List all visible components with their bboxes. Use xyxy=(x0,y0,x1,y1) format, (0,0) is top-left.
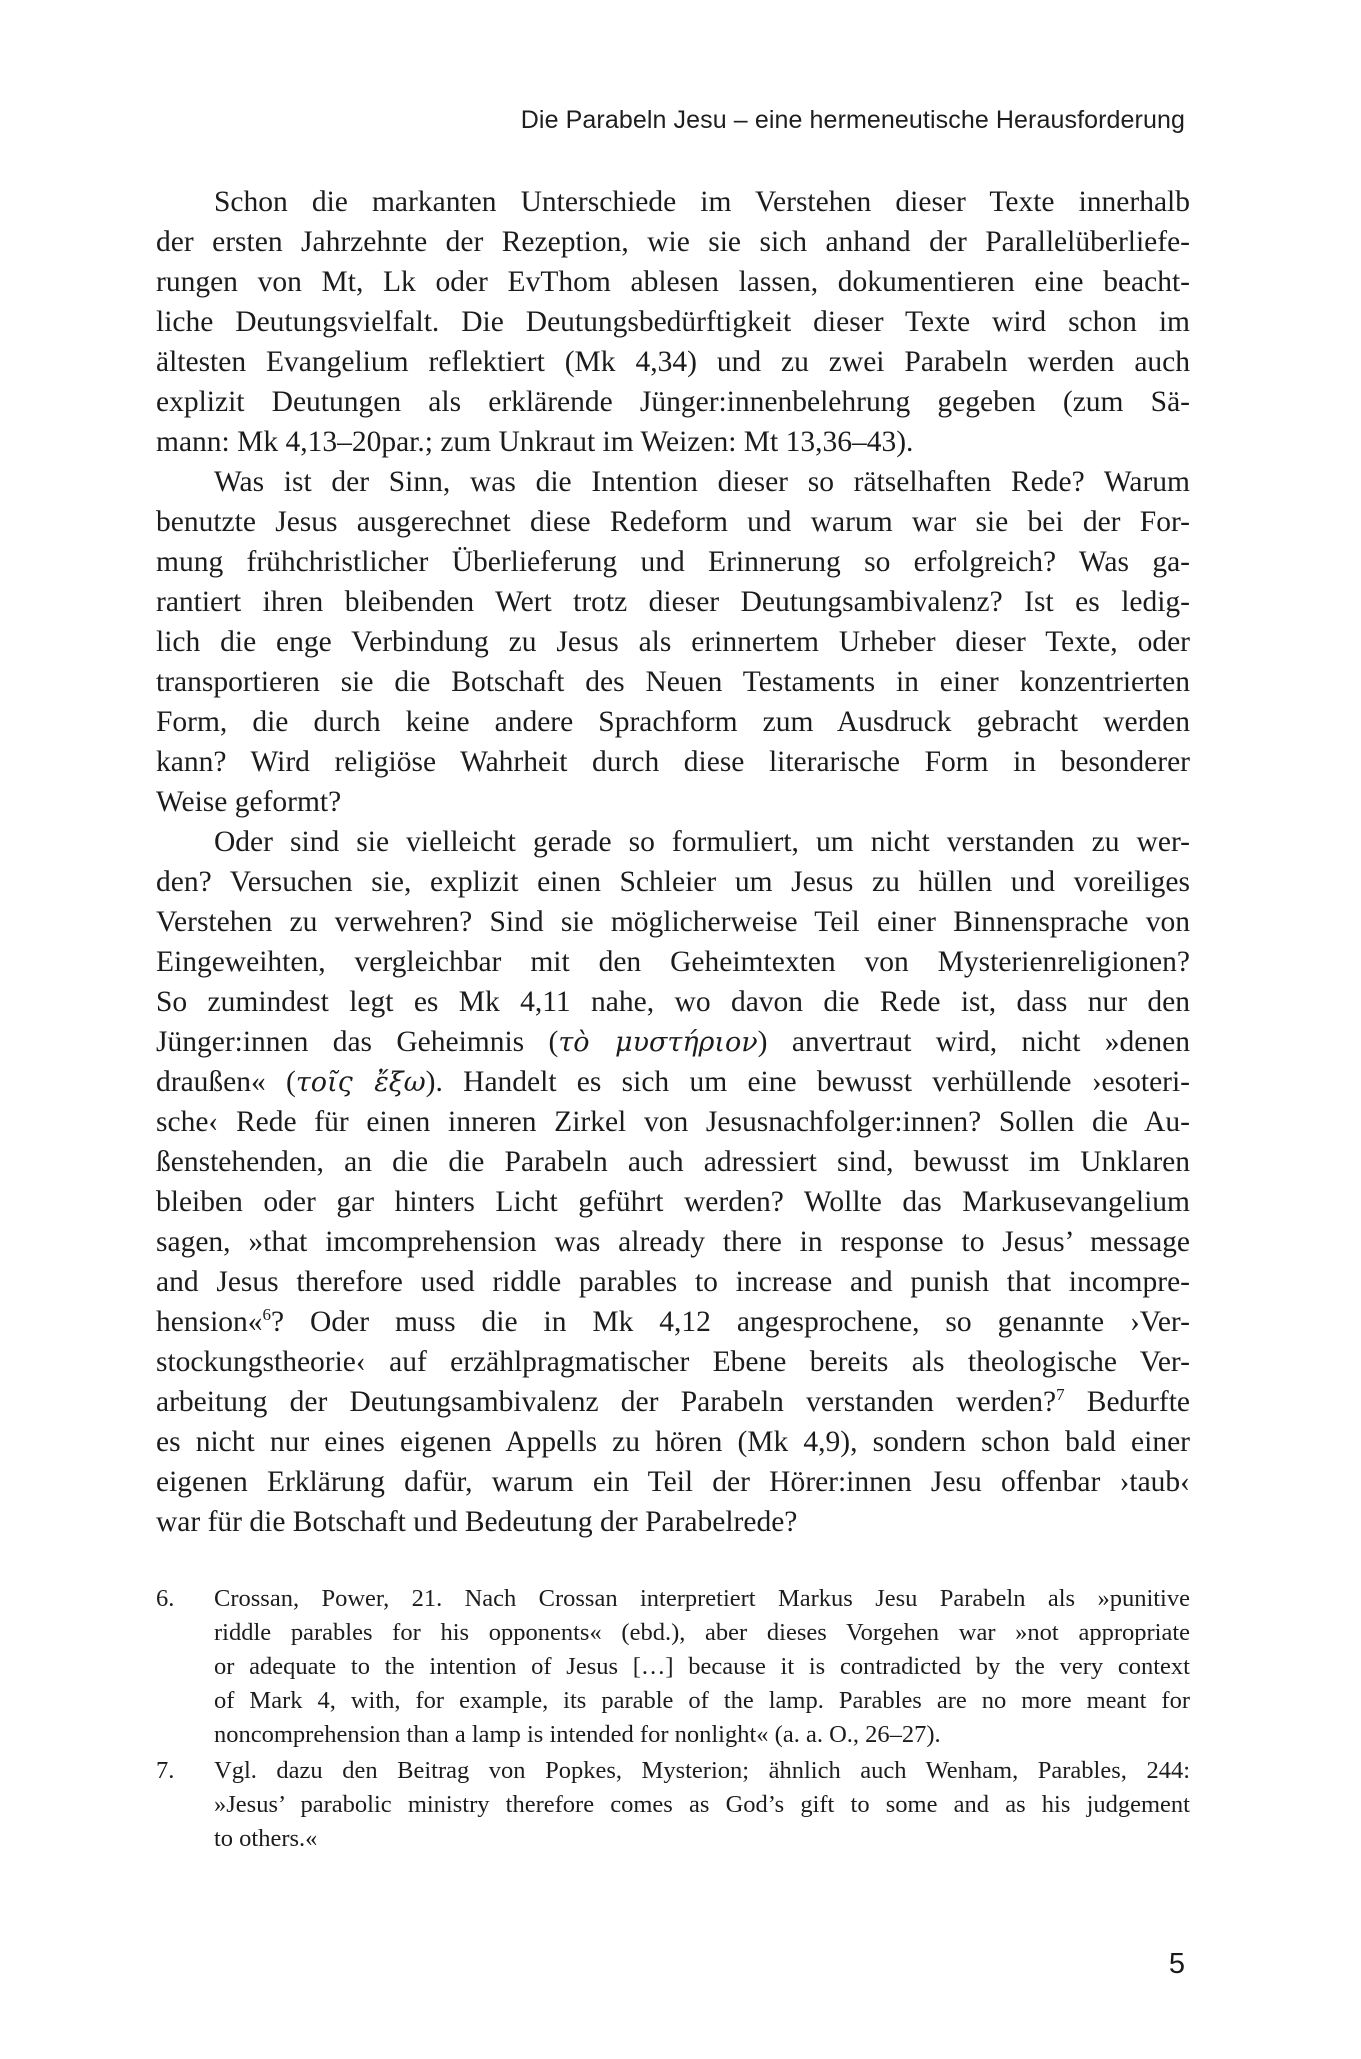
text-line: sche‹ Rede für einen inneren Zirkel von Jesusnachfolger:innen? Sollen die Au- xyxy=(156,1106,1190,1138)
text-line: transportieren sie die Botschaft des Neuen Testaments in einer konzentrierten xyxy=(156,666,1190,698)
page-number: 5 xyxy=(1168,1948,1185,1980)
text-line: liche Deutungsvielfalt. Die Deutungsbedürftigkeit dieser Texte wird schon im xyxy=(156,306,1190,338)
body-text xyxy=(156,182,1190,1542)
text-line: So zumindest legt es Mk 4,11 nahe, wo davon die Rede ist, dass nur den xyxy=(156,986,1190,1018)
text-line: Verstehen zu verwehren? Sind sie möglicherweise Teil einer Binnensprache von xyxy=(156,906,1190,938)
text-line: stockungstheorie‹ auf erzählpragmatischer Ebene bereits als theologische Ver- xyxy=(156,1346,1190,1378)
text-line xyxy=(156,1382,1190,1422)
footnote-line: Crossan, Power, 21. Nach Crossan interpretiert Markus Jesu Parabeln als »punitive xyxy=(214,1585,1190,1612)
text-line: rantiert ihren bleibenden Wert trotz dieser Deutungsambivalenz? Ist es ledig- xyxy=(156,586,1190,618)
text-line: Oder sind sie vielleicht gerade so formuliert, um nicht verstanden zu wer- xyxy=(214,826,1190,858)
text-line: Schon die markanten Unterschiede im Verstehen dieser Texte innerhalb xyxy=(214,186,1190,218)
paragraph-2 xyxy=(156,462,1190,822)
text-line xyxy=(156,1302,1190,1342)
text-line: and Jesus therefore used riddle parables to increase and punish that incompre- xyxy=(156,1266,1190,1298)
text-line: lich die enge Verbindung zu Jesus als erinnertem Urheber dieser Texte, oder xyxy=(156,626,1190,658)
text-line: eigenen Erklärung dafür, warum ein Teil der Hörer:innen Jesu offenbar ›taub‹ xyxy=(156,1466,1190,1498)
footnote-number: 7. xyxy=(156,1757,175,1784)
text-line: war für die Botschaft und Bedeutung der Parabelrede? xyxy=(156,1506,798,1538)
text-line: mann: Mk 4,13–20par.; zum Unkraut im Weizen: Mt 13,36–43). xyxy=(156,426,914,458)
text-line: ältesten Evangelium reflektiert (Mk 4,34) und zu zwei Parabeln werden auch xyxy=(156,346,1190,378)
text-line: ßenstehenden, an die die Parabeln auch adressiert sind, bewusst im Unklaren xyxy=(156,1146,1190,1178)
footnote-line: Vgl. dazu den Beitrag von Popkes, Mysterion; ähnlich auch Wenham, Parables, 244: xyxy=(214,1757,1190,1784)
text-run: draußen« ( xyxy=(156,1066,296,1098)
footnote-6 xyxy=(156,1582,1190,1752)
text-line: benutzte Jesus ausgerechnet diese Redeform und warum war sie bei der For- xyxy=(156,506,1190,538)
footnote-line: riddle parables for his opponents« (ebd.), aber dieses Vorgehen war »not appropriate xyxy=(214,1619,1190,1646)
text-run: ? Oder muss die in Mk 4,12 angesprochene, so genannte ›Ver- xyxy=(271,1306,1190,1338)
text-line: sagen, »that imcomprehension was already there in response to Jesus’ message xyxy=(156,1226,1190,1258)
text-line: den? Versuchen sie, explizit einen Schleier um Jesus zu hüllen und voreiliges xyxy=(156,866,1190,898)
running-head: Die Parabeln Jesu – eine hermeneutische Herausforderung xyxy=(520,106,1185,134)
text-line: Was ist der Sinn, was die Intention dieser so rätselhaften Rede? Warum xyxy=(214,466,1190,498)
text-run: arbeitung der Deutungsambivalenz der Parabeln verstanden werden? xyxy=(156,1386,1057,1418)
greek-text: τοῖς ἔξω xyxy=(295,1067,426,1098)
text-line: Weise geformt? xyxy=(156,786,342,818)
footnote-number: 6. xyxy=(156,1585,175,1612)
greek-text: τὸ μυστήριον xyxy=(558,1027,758,1058)
paragraph-3 xyxy=(156,822,1190,1542)
footnotes xyxy=(156,1582,1190,1858)
text-run: ). Handelt es sich um eine bewusst verhüllende ›esoteri- xyxy=(425,1066,1191,1098)
footnote-line: or adequate to the intention of Jesus […] because it is contradicted by the very context xyxy=(214,1653,1190,1680)
text-run: ) anvertraut wird, nicht »denen xyxy=(757,1026,1190,1058)
text-line: mung frühchristlicher Überlieferung und Erinnerung so erfolgreich? Was ga- xyxy=(156,546,1190,578)
text-run: Jünger:innen das Geheimnis ( xyxy=(156,1026,559,1058)
text-run: hension« xyxy=(156,1306,263,1338)
text-run: Bedurfte xyxy=(1064,1386,1190,1418)
footnote-line: to others.« xyxy=(214,1825,318,1852)
footnote-7 xyxy=(156,1754,1190,1856)
footnote-line: »Jesus’ parabolic ministry therefore comes as God’s gift to some and as his judgement xyxy=(214,1791,1190,1818)
footnote-ref-6[interactable]: 6 xyxy=(262,1305,272,1325)
text-line: Form, die durch keine andere Sprachform zum Ausdruck gebracht werden xyxy=(156,706,1190,738)
footnote-ref-7[interactable]: 7 xyxy=(1056,1385,1065,1405)
text-line: es nicht nur eines eigenen Appells zu hören (Mk 4,9), sondern schon bald einer xyxy=(156,1426,1190,1458)
footnote-line: noncomprehension than a lamp is intended for nonlight« (a. a. O., 26–27). xyxy=(214,1721,941,1748)
text-line: bleiben oder gar hinters Licht geführt werden? Wollte das Markusevangelium xyxy=(156,1186,1190,1218)
text-line: rungen von Mt, Lk oder EvThom ablesen lassen, dokumentieren eine beacht- xyxy=(156,266,1190,298)
footnote-line: of Mark 4, with, for example, its parable of the lamp. Parables are no more meant for xyxy=(214,1687,1190,1714)
text-line: der ersten Jahrzehnte der Rezeption, wie sie sich anhand der Parallelüberliefe- xyxy=(156,226,1190,258)
text-line: Eingeweihten, vergleichbar mit den Geheimtexten von Mysterienreligionen? xyxy=(156,946,1190,978)
text-line xyxy=(156,1062,1190,1102)
text-line xyxy=(156,1022,1190,1062)
text-line: explizit Deutungen als erklärende Jünger:innenbelehrung gegeben (zum Sä- xyxy=(156,386,1190,418)
text-line: kann? Wird religiöse Wahrheit durch diese literarische Form in besonderer xyxy=(156,746,1190,778)
paragraph-1 xyxy=(156,182,1190,462)
